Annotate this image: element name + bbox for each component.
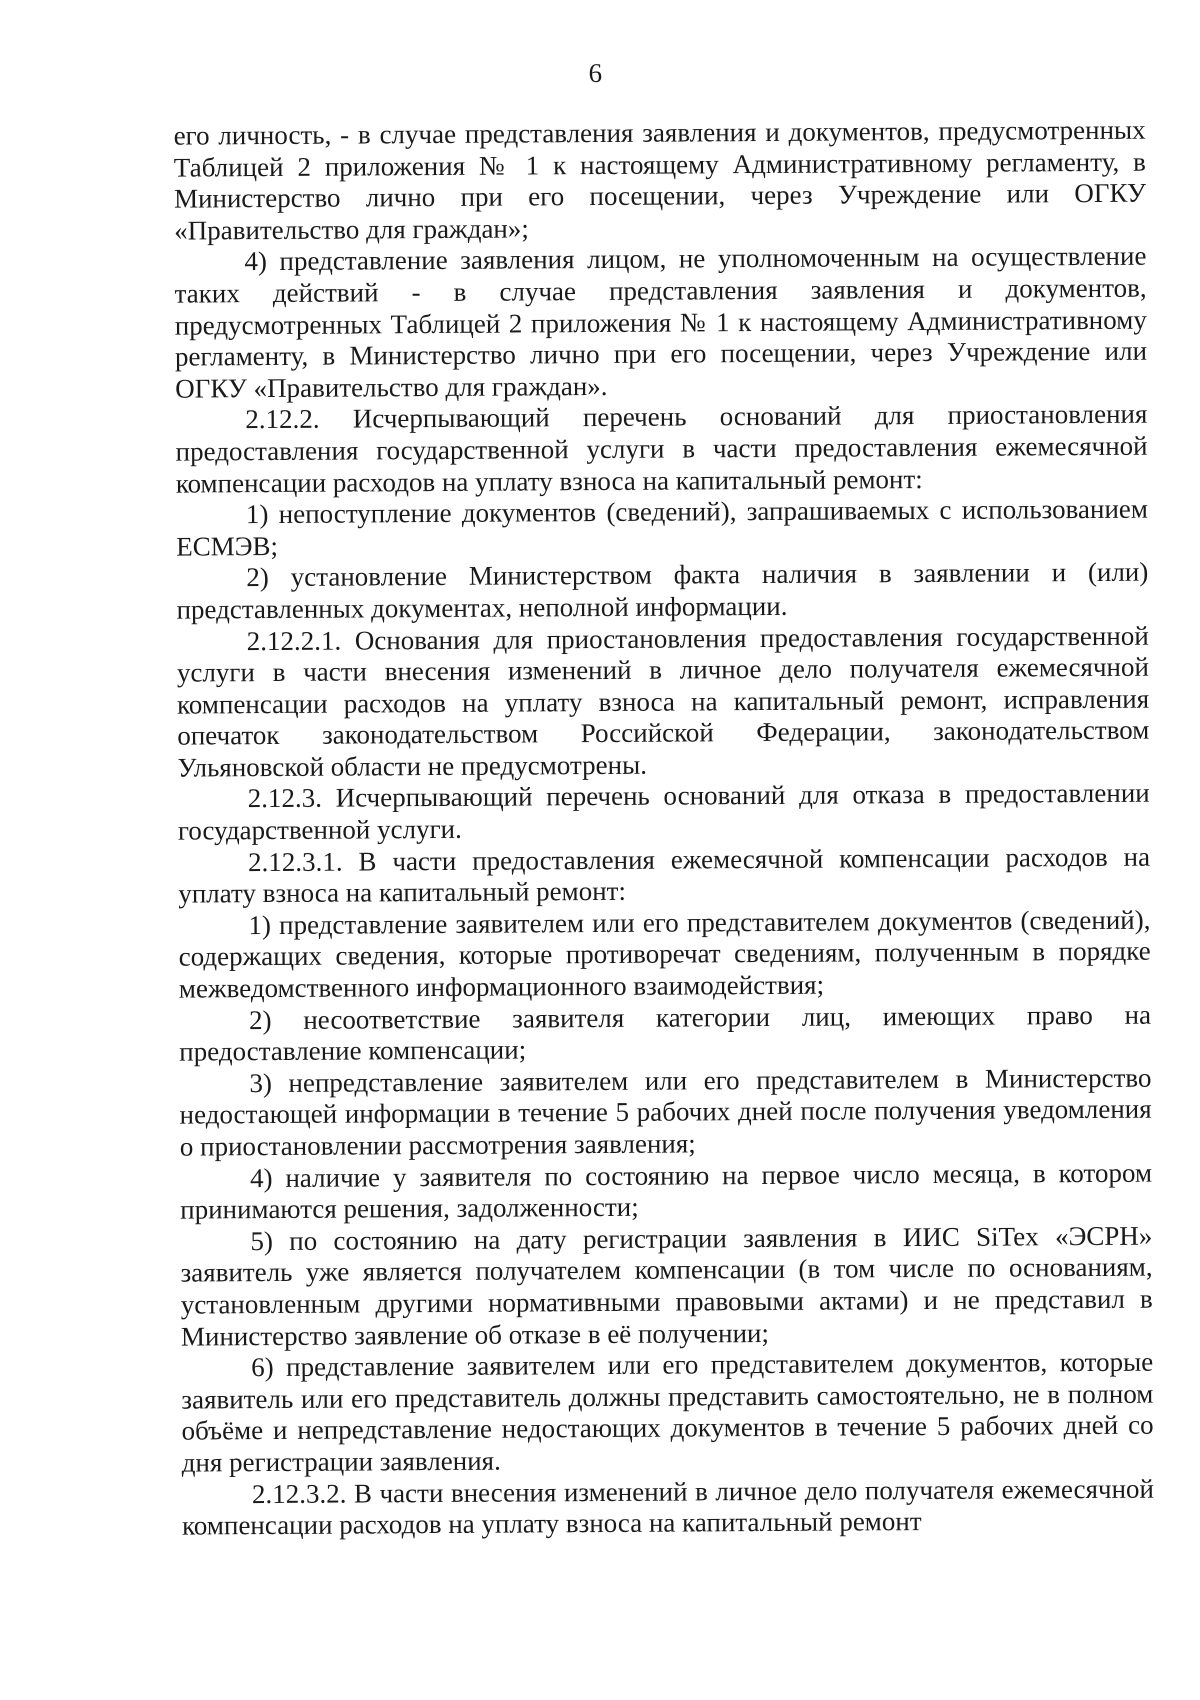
paragraph-continuation: его личность, - в случае представления заявления и документов, предусмотренных Таблицей 2 приложения № 1 к настоящему Административному регламенту, в Министерство лично при его посещении, через Учреждение или ОГКУ «Правительство для граждан»; [173, 114, 1147, 246]
section-2-12-3-2: 2.12.3.2. В части внесения изменений в личное дело получателя ежемесячной компенсации расходов на уплату взноса на капитальный ремонт [182, 1473, 1155, 1541]
list-item-1: 1) непоступление документов (сведений), запрашиваемых с использованием ЕСМЭВ; [176, 493, 1149, 562]
section-2-12-3: 2.12.3. Исчерпывающий перечень оснований для отказа в предоставлении государственной услуги. [177, 778, 1150, 846]
list-item-2: 2) несоответствие заявителя категории лиц, имеющих право на предоставление компенсации; [179, 999, 1152, 1067]
list-item-3: 3) непредставление заявителем или его представителем в Министерство недостающей информации в течение 5 рабочих дней после получения уведомления о приостановлении рассмотрения заявления; [179, 1062, 1152, 1162]
list-item-4: 4) наличие у заявителя по состоянию на первое число месяца, в котором принимаются решения, задолженности; [180, 1157, 1153, 1225]
section-2-12-2: 2.12.2. Исчерпывающий перечень оснований для приостановления предоставления государственной услуги в части предоставления ежемесячной компенсации расходов на уплату взноса на капитальный ремонт: [175, 398, 1148, 499]
list-item-2: 2) установление Министерством факта наличия в заявлении и (или) представленных документах, неполной информации. [176, 556, 1149, 625]
document-body [174, 115, 1155, 1543]
page-number: 6 [588, 57, 603, 89]
list-item-5: 5) по состоянию на дату регистрации заявления в ИИС SiTex «ЭСРН» заявитель уже является получателем компенсации (в том числе по основаниям, установленным другими нормативными правовыми актами) и не представил в Министерство заявление об отказе в её получении; [180, 1220, 1153, 1352]
list-item-6: 6) представление заявителем или его представителем документов, которые заявитель или его представитель должны представить самостоятельно, не в полном объёме и непредставление недостающих документов в течение 5 рабочих дней со дня регистрации заявления. [181, 1346, 1154, 1478]
section-2-12-3-1: 2.12.3.1. В части предоставления ежемесячной компенсации расходов на уплату взноса на капитальный ремонт: [178, 841, 1151, 909]
section-2-12-2-1: 2.12.2.1. Основания для приостановления предоставления государственной услуги в части внесения изменений в личное дело получателя ежемесячной компенсации расходов на уплату взноса на капитальный ремонт, исправления опечаток законодательством Российской Федерации, законодательством Ульяновской области не предусмотрены. [176, 620, 1150, 783]
list-item-4: 4) представление заявления лицом, не уполномоченным на осуществление таких действий - в случае представления заявления и документов, предусмотренных Таблицей 2 приложения № 1 к настоящему Административному регламенту, в Министерство лично при его посещении, через Учреждение или ОГКУ «Правительство для граждан». [174, 241, 1148, 404]
list-item-1: 1) представление заявителем или его представителем документов (сведений), содержащих сведения, которые противоречат сведениям, полученным в порядке межведомственного информационного взаимодействия; [178, 904, 1151, 1004]
